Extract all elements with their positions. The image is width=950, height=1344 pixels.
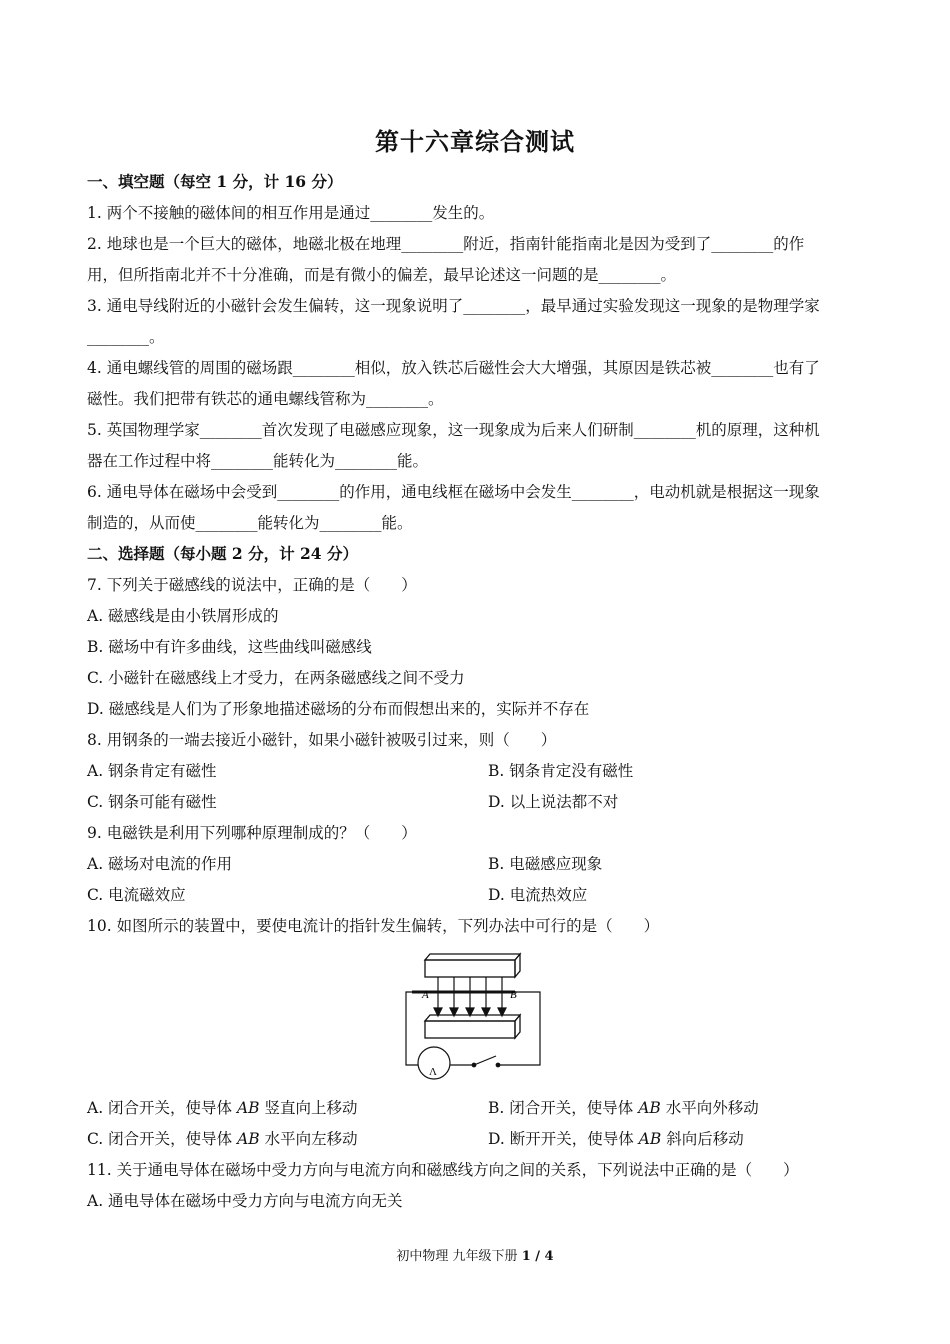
question-9: 9. 电磁铁是利用下列哪种原理制成的？（ ） xyxy=(87,824,417,842)
question-8-option-b: B. 钢条肯定没有磁性 xyxy=(488,762,634,780)
question-8-option-d: D. 以上说法都不对 xyxy=(488,793,619,811)
page-title: 第十六章综合测试 xyxy=(375,127,575,156)
label-b: B xyxy=(510,989,517,1001)
question-1: 1. 两个不接触的磁体间的相互作用是通过________发生的。 xyxy=(87,204,495,222)
question-8-option-c: C. 钢条可能有磁性 xyxy=(87,793,217,811)
question-9-option-c: C. 电流磁效应 xyxy=(87,886,186,904)
question-11-option-a: A. 通电导体在磁场中受力方向与电流方向无关 xyxy=(87,1192,403,1210)
question-7-option-a: A. 磁感线是由小铁屑形成的 xyxy=(87,607,279,625)
question-6-line-1: 6. 通电导体在磁场中会受到________的作用，通电线框在磁场中会发生________，电动机就是根据这一现象 xyxy=(87,483,820,501)
question-7: 7. 下列关于磁感线的说法中，正确的是（ ） xyxy=(87,576,417,594)
switch xyxy=(472,1056,500,1067)
question-2-line-1: 2. 地球也是一个巨大的磁体，地磁北极在地理________附近，指南针能指南北是因为受到了________的作 xyxy=(87,235,805,253)
question-7-option-c: C. 小磁针在磁感线上才受力，在两条磁感线之间不受力 xyxy=(87,669,465,687)
question-4-line-1: 4. 通电螺线管的周围的磁场跟________相似，放入铁芯后磁性会大大增强，其原因是铁芯被________也有了 xyxy=(87,359,820,377)
svg-text:Λ: Λ xyxy=(429,1066,437,1078)
field-lines xyxy=(434,977,506,1016)
section-heading-fill-blank: 一、填空题（每空 1 分，计 16 分） xyxy=(87,172,343,191)
footer-text: 初中物理 九年级下册 xyxy=(396,1249,522,1264)
question-8: 8. 用钢条的一端去接近小磁针，如果小磁针被吸引过来，则（ ） xyxy=(87,731,557,749)
question-8-option-a: A. 钢条肯定有磁性 xyxy=(87,762,217,780)
question-5-line-2: 器在工作过程中将________能转化为________能。 xyxy=(87,452,429,470)
section-heading-choice: 二、选择题（每小题 2 分，计 24 分） xyxy=(87,544,358,563)
question-7-option-d: D. 磁感线是人们为了形象地描述磁场的分布而假想出来的，实际并不存在 xyxy=(87,700,590,718)
question-5-line-1: 5. 英国物理学家________首次发现了电磁感应现象，这一现象成为后来人们研制________机的原理，这种机 xyxy=(87,421,820,439)
induction-apparatus-figure xyxy=(400,950,550,1080)
question-6-line-2: 制造的，从而使________能转化为________能。 xyxy=(87,514,413,532)
page-number: 1 / 4 xyxy=(521,1249,554,1264)
question-10-option-d: D. 断开开关，使导体 AB 斜向后移动 xyxy=(488,1130,744,1148)
question-9-option-d: D. 电流热效应 xyxy=(488,886,588,904)
question-10: 10. 如图所示的装置中，要使电流计的指针发生偏转，下列办法中可行的是（ ） xyxy=(87,917,660,935)
question-10-option-c: C. 闭合开关，使导体 AB 水平向左移动 xyxy=(87,1130,358,1148)
top-magnet xyxy=(425,954,520,977)
question-10-option-a: A. 闭合开关，使导体 AB 竖直向上移动 xyxy=(87,1099,358,1117)
question-2-line-2: 用，但所指南北并不十分准确，而是有微小的偏差，最早论述这一问题的是________。 xyxy=(87,266,677,284)
galvanometer xyxy=(418,1047,450,1079)
question-9-option-b: B. 电磁感应现象 xyxy=(488,855,603,873)
question-10-option-b: B. 闭合开关，使导体 AB 水平向外移动 xyxy=(488,1099,759,1117)
bottom-magnet xyxy=(425,1015,520,1038)
question-3-line-1: 3. 通电导线附近的小磁针会发生偏转，这一现象说明了________，最早通过实验发现这一现象的是物理学家 xyxy=(87,297,820,315)
question-3-line-2: ________。 xyxy=(87,328,165,346)
label-a: A xyxy=(422,989,429,1001)
question-11: 11. 关于通电导体在磁场中受力方向与电流方向和磁感线方向之间的关系，下列说法中正确的是（ ） xyxy=(87,1161,799,1179)
question-9-option-a: A. 磁场对电流的作用 xyxy=(87,855,233,873)
page-footer xyxy=(0,1245,950,1264)
question-7-option-b: B. 磁场中有许多曲线，这些曲线叫磁感线 xyxy=(87,638,372,656)
question-4-line-2: 磁性。我们把带有铁芯的通电螺线管称为________。 xyxy=(87,390,444,408)
